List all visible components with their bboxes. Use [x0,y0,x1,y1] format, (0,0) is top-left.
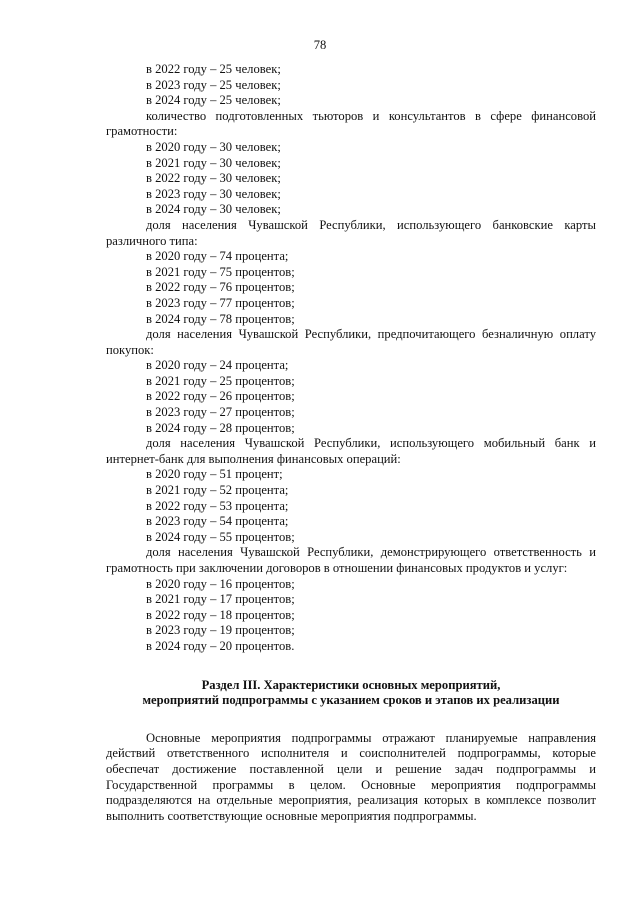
indicator-year-value: в 2020 году – 16 процентов; [146,576,295,591]
section-heading-line-2: мероприятий подпрограммы с указанием сроков и этапов их реализации [142,693,560,708]
indicator-year-value: в 2022 году – 30 человек; [146,171,281,186]
indicator-year-value: в 2022 году – 53 процента; [146,498,289,513]
indicator-year-value: в 2020 году – 30 человек; [146,139,281,154]
indicator-list [106,62,596,655]
indicator-description: доля населения Чувашской Республики, демонстрирующего ответственность и грамотность при заключении договоров в отношении финансовых продуктов и услуг: [106,545,596,575]
indicator-year-value: в 2022 году – 76 процентов; [146,280,295,295]
indicator-year-value: в 2021 году – 25 процентов; [146,373,295,388]
indicator-year-value: в 2023 году – 77 процентов; [146,295,295,310]
indicator-year-value: в 2024 году – 28 процентов; [146,420,295,435]
section-heading-line-1: Раздел III. Характеристики основных мероприятий, [201,677,501,692]
indicator-year-value: в 2022 году – 26 процентов; [146,389,295,404]
indicator-year-value: в 2021 году – 75 процентов; [146,264,295,279]
indicator-year-value: в 2023 году – 25 человек; [146,77,281,92]
indicator-year-value: в 2022 году – 25 человек; [146,62,281,76]
indicator-year-value: в 2021 году – 17 процентов; [146,592,295,607]
indicator-year-value: в 2024 году – 55 процентов; [146,529,295,544]
document-content [106,62,596,824]
indicator-year-value: в 2020 году – 74 процента; [146,249,289,264]
page-number: 78 [313,38,327,52]
indicator-year-value: в 2022 году – 18 процентов; [146,607,295,622]
indicator-year-value: в 2023 году – 30 человек; [146,186,281,201]
indicator-year-value: в 2023 году – 27 процентов; [146,405,295,420]
section-heading [106,678,596,709]
indicator-description: количество подготовленных тьюторов и консультантов в сфере финансовой грамотности: [106,108,596,139]
indicator-year-value: в 2023 году – 19 процентов; [146,623,295,638]
indicator-year-value: в 2024 году – 30 человек; [146,202,281,217]
indicator-year-value: в 2023 году – 54 процента; [146,514,289,529]
indicator-description: доля населения Чувашской Республики, использующего банковские карты различного типа: [106,217,596,248]
indicator-year-value: в 2020 году – 24 процента; [146,358,289,373]
indicator-year-value: в 2024 году – 78 процентов; [146,311,295,326]
indicator-description: доля населения Чувашской Республики, использующего мобильный банк и интернет-банк для выполнения финансовых операций: [106,436,596,466]
body-paragraph: Основные мероприятия подпрограммы отражают планируемые направления действий ответственного исполнителя и соисполнителей подпрограммы, которые обеспечат достижение поставленной цели и решение задач подпрограммы и Государственной программы в целом. Основные мероприятия подпрограммы подразделяются на отдельные мероприятия, реализация которых в комплексе позволит выполнить соответствующие основные мероприятия подпрограммы. [106,730,596,823]
indicator-year-value: в 2020 году – 51 процент; [146,467,283,482]
indicator-year-value: в 2024 году – 25 человек; [146,93,281,108]
indicator-description: доля населения Чувашской Республики, предпочитающего безналичную оплату покупок: [106,327,596,357]
indicator-year-value: в 2021 году – 52 процента; [146,483,289,498]
indicator-year-value: в 2021 году – 30 человек; [146,155,281,170]
indicator-year-value: в 2024 году – 20 процентов. [146,638,295,653]
